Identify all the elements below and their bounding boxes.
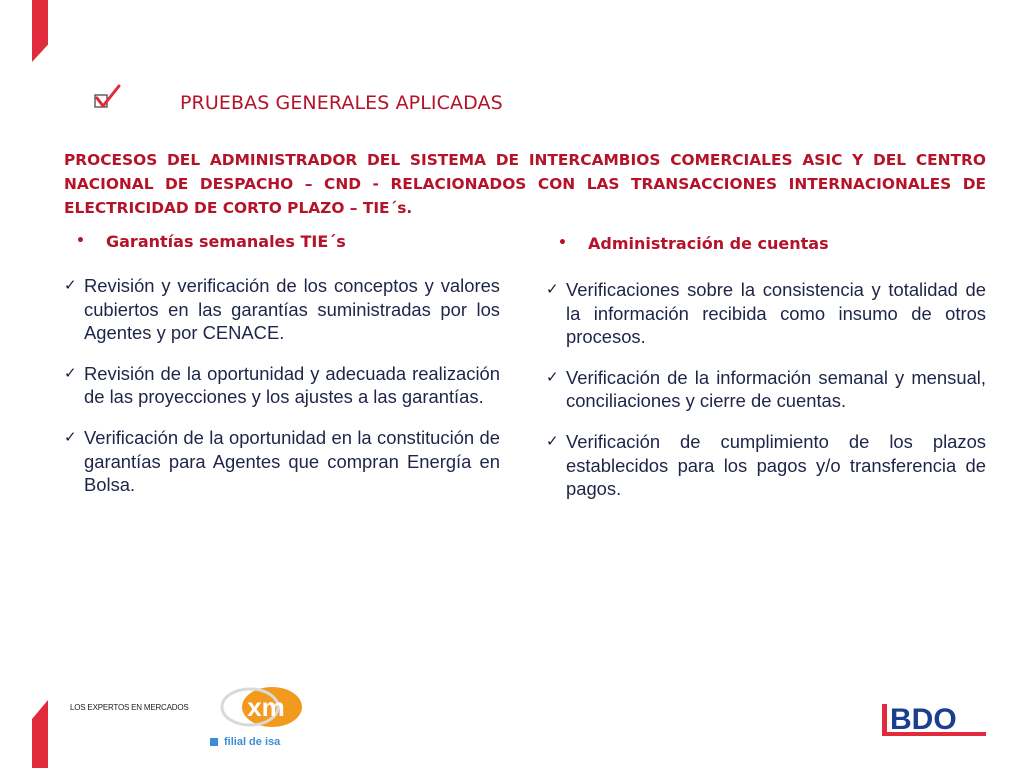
checkmark-icon: ✓ — [64, 363, 77, 382]
bullet-icon: • — [558, 235, 567, 251]
xm-subline-text: filial de isa — [224, 736, 281, 748]
list-item — [546, 366, 986, 413]
right-column — [546, 228, 986, 518]
list-item-text: Verificaciones sobre la consistencia y totalidad de la información recibida como insumo de otros procesos. — [566, 279, 986, 348]
right-column-heading-text: Administración de cuentas — [588, 233, 829, 253]
checkmark-icon: ✓ — [546, 431, 559, 450]
list-item-text: Verificación de cumplimiento de los plazos establecidos para los pagos y/o transferencia de pagos. — [566, 430, 986, 500]
list-item — [64, 362, 500, 409]
checkmark-icon: ✓ — [64, 427, 77, 446]
page-title: PRUEBAS GENERALES APLICADAS — [180, 92, 503, 114]
list-item-text: Verificación de la información semanal y mensual, conciliaciones y cierre de cuentas. — [566, 366, 986, 412]
xm-logo-mark — [214, 686, 304, 728]
checkmark-icon: ✓ — [64, 276, 77, 294]
red-accent-bar-top — [32, 0, 48, 62]
xm-square-icon — [210, 738, 218, 746]
list-item — [64, 426, 500, 497]
checkmark-icon: ✓ — [546, 367, 559, 386]
svg-text:BDO: BDO — [890, 703, 957, 736]
xm-logo — [66, 682, 316, 752]
right-checklist — [546, 278, 986, 501]
right-column-heading — [546, 230, 986, 256]
list-item-text: Revisión de la oportunidad y adecuada realización de las proyecciones y los ajustes a las garantías. — [84, 362, 500, 408]
intro-paragraph: PROCESOS DEL ADMINISTRADOR DEL SISTEMA DE INTERCAMBIOS COMERCIALES ASIC Y DEL CENTRO NACIONAL DE DESPACHO – CND - RELACIONADOS CON LAS TRANSACCIONES INTERNACIONALES DE ELECTRICIDAD DE CORTO PLAZO – TIE´s. — [64, 151, 986, 217]
checkbox-checked-icon — [92, 84, 122, 112]
svg-text:xm: xm — [247, 692, 285, 722]
left-column-heading — [64, 228, 500, 254]
left-column-heading-text: Garantías semanales TIE´s — [106, 231, 346, 251]
list-item — [64, 274, 500, 345]
red-accent-bar-bottom — [32, 700, 48, 768]
bdo-logo — [880, 698, 992, 742]
list-item — [546, 278, 986, 349]
list-item — [546, 430, 986, 501]
xm-subline — [210, 736, 280, 748]
left-checklist — [64, 274, 500, 497]
list-item-text: Revisión y verificación de los conceptos y valores cubiertos en las garantías suministradas por los Agentes y por CENACE. — [84, 275, 500, 344]
list-item-text: Verificación de la oportunidad en la constitución de garantías para Agentes que compran Energía en Bolsa. — [84, 426, 500, 496]
bullet-icon: • — [76, 233, 85, 249]
xm-tagline: LOS EXPERTOS EN MERCADOS — [70, 703, 189, 712]
checkmark-icon: ✓ — [546, 280, 559, 298]
left-column — [64, 228, 500, 514]
